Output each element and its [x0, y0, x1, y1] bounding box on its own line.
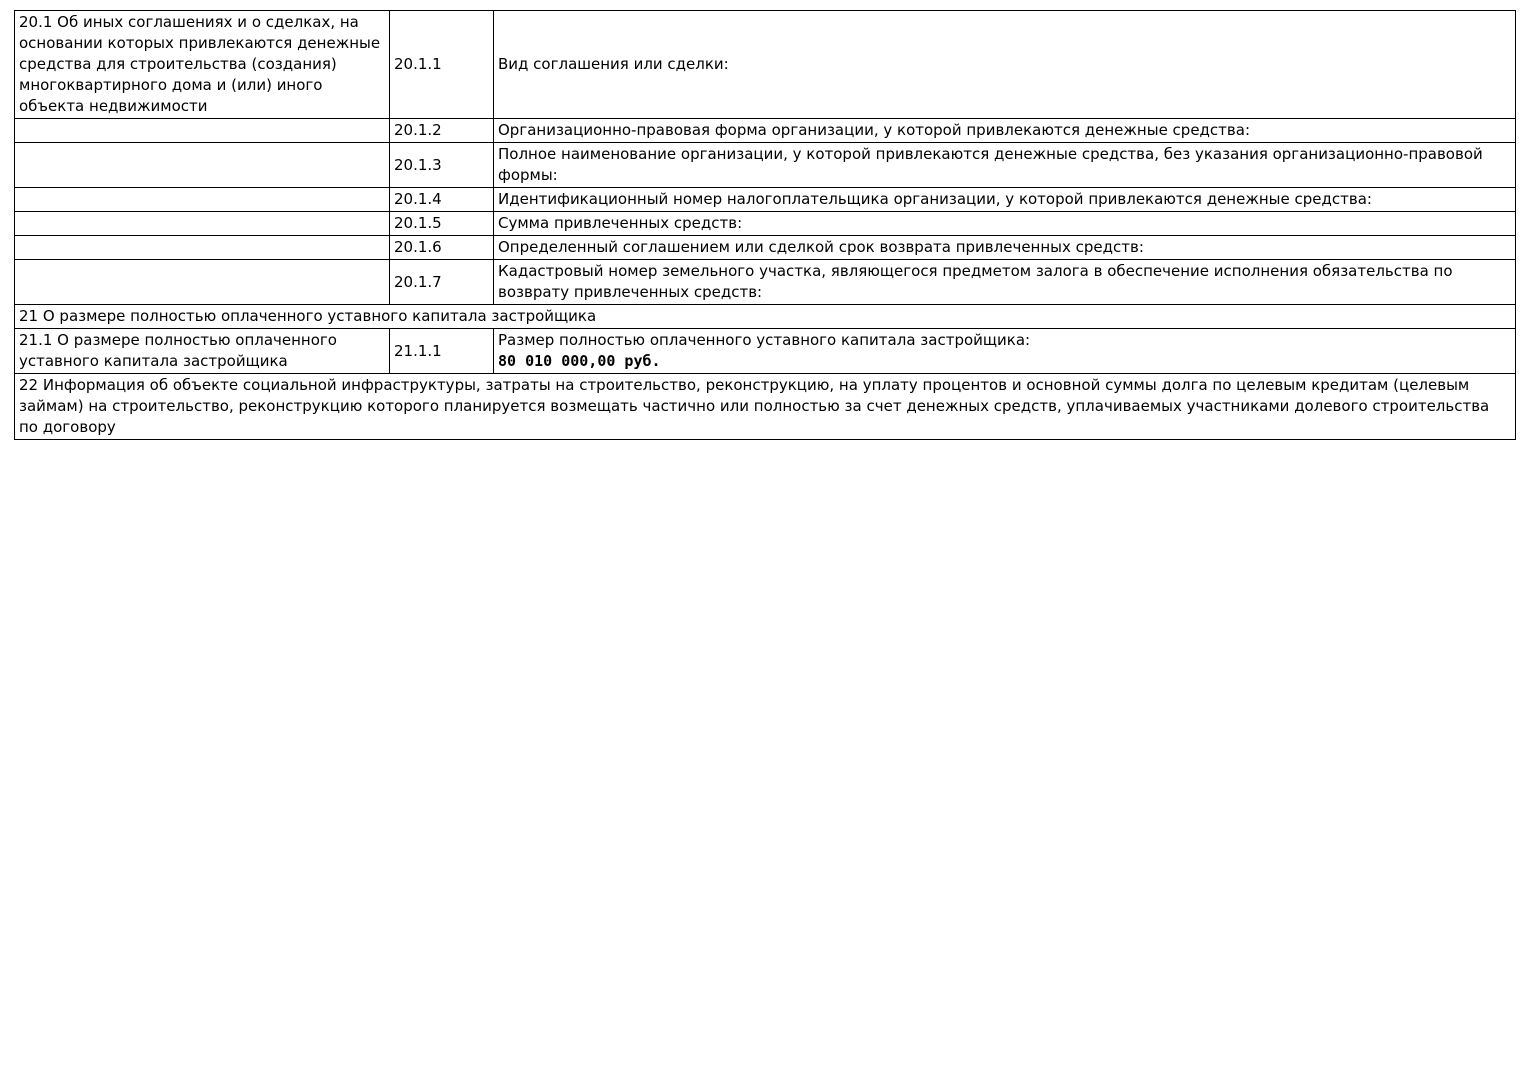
- label-cell-20-1-6: Определенный соглашением или сделкой срок возврата привлеченных средств:: [494, 236, 1516, 260]
- code-cell-21-1-1: 21.1.1: [390, 329, 494, 374]
- label-cell-20-1-7: Кадастровый номер земельного участка, являющегося предметом залога в обеспечение исполнения обязательства по возврату привлеченных средств:: [494, 260, 1516, 305]
- label-cell-20-1-4: Идентификационный номер налогоплательщика организации, у которой привлекаются денежные средства:: [494, 188, 1516, 212]
- empty-cell: [15, 260, 390, 305]
- charter-capital-value: 80 010 000,00 руб.: [498, 352, 661, 370]
- table-row: [15, 260, 1516, 305]
- table-row: [15, 119, 1516, 143]
- section-21-header-cell: 21 О размере полностью оплаченного уставного капитала застройщика: [15, 305, 1516, 329]
- table-row: [15, 374, 1516, 440]
- empty-cell: [15, 236, 390, 260]
- code-cell-20-1-3: 20.1.3: [390, 143, 494, 188]
- code-cell-20-1-7: 20.1.7: [390, 260, 494, 305]
- label-cell-20-1-2: Организационно-правовая форма организации, у которой привлекаются денежные средства:: [494, 119, 1516, 143]
- section-20-1-header-cell: 20.1 Об иных соглашениях и о сделках, на основании которых привлекаются денежные средства для строительства (создания) многоквартирного дома и (или) иного объекта недвижимости: [15, 11, 390, 119]
- empty-cell: [15, 119, 390, 143]
- label-cell-20-1-3: Полное наименование организации, у которой привлекаются денежные средства, без указания организационно-правовой формы:: [494, 143, 1516, 188]
- empty-cell: [15, 212, 390, 236]
- section-21-1-header-cell: 21.1 О размере полностью оплаченного уставного капитала застройщика: [15, 329, 390, 374]
- empty-cell: [15, 188, 390, 212]
- code-cell-20-1-5: 20.1.5: [390, 212, 494, 236]
- code-cell-20-1-1: 20.1.1: [390, 11, 494, 119]
- empty-cell: [15, 143, 390, 188]
- project-declaration-table: [14, 10, 1516, 440]
- table-row: [15, 329, 1516, 374]
- table-row: [15, 188, 1516, 212]
- table-row: [15, 11, 1516, 119]
- label-cell-20-1-5: Сумма привлеченных средств:: [494, 212, 1516, 236]
- table-row: [15, 212, 1516, 236]
- label-cell-21-1-1: [494, 329, 1516, 374]
- table-row: [15, 143, 1516, 188]
- code-cell-20-1-6: 20.1.6: [390, 236, 494, 260]
- code-cell-20-1-4: 20.1.4: [390, 188, 494, 212]
- code-cell-20-1-2: 20.1.2: [390, 119, 494, 143]
- table-row: [15, 305, 1516, 329]
- section-22-header-cell: 22 Информация об объекте социальной инфраструктуры, затраты на строительство, реконструкцию, на уплату процентов и основной суммы долга по целевым кредитам (целевым займам) на строительство, реконструкцию которого планируется возмещать частично или полностью за счет денежных средств, уплачиваемых участниками долевого строительства по договору: [15, 374, 1516, 440]
- charter-capital-label: Размер полностью оплаченного уставного капитала застройщика:: [498, 331, 1031, 349]
- table-row: [15, 236, 1516, 260]
- label-cell-20-1-1: Вид соглашения или сделки:: [494, 11, 1516, 119]
